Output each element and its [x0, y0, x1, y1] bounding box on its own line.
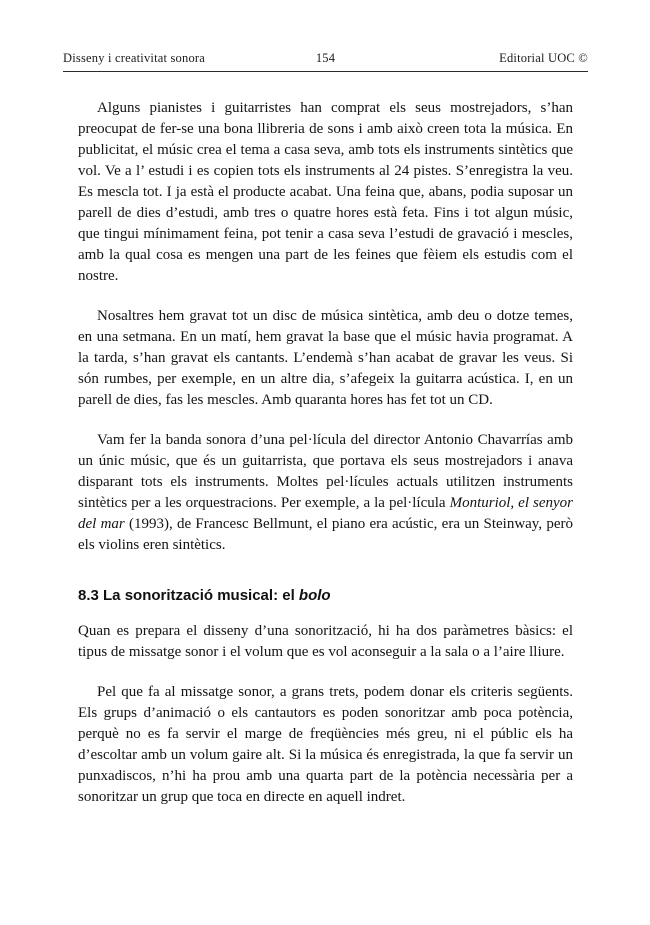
page-header: [63, 51, 588, 66]
running-title: Disseny i creativitat sonora: [63, 51, 206, 65]
paragraph-1: Alguns pianistes i guitarristes han comprat els seus mostrejadors, s’han preocupat de fer-se una bona llibreria de sons i amb això creen tota la música. En publicitat, el músic crea el tema a casa seva, amb tots els instruments sintètics que vol. Ve a l’ estudi i es copien tots els instruments al 24 pistes. S’enregistra la veu. Es mescla tot. I ja està el producte acabat. Una feina que, abans, podia suposar un parell de dies d’estudi, amb tres o quatre hores està feta. Fins i tot algun músic, que tingui mínimament feina, pot tenir a casa seva l’estudi de gravació i mescles, amb la qual cosa es mengen una part de les feines que fèiem els estudis com el nostre.: [78, 100, 573, 284]
page-body: [78, 98, 573, 827]
header-rule: [63, 71, 588, 72]
section-heading: [78, 586, 573, 606]
section-heading-text: 8.3 La sonorització musical: el: [78, 587, 299, 604]
paragraph-3-text-after: (1993), de Francesc Bellmunt, el piano era acústic, era un Steinway, però els violins eren sintètics.: [78, 516, 573, 553]
paragraph-5: Pel que fa al missatge sonor, a grans trets, podem donar els criteris següents. Els grups d’animació o els cantautors es poden sonoritzar amb poca potència, perquè no es fa servir el marge de freqüències més greu, ni el públic els ha d’escoltar amb un volum gaire alt. Si la música és enregistrada, la que fa servir un punxadiscos, n’hi ha prou amb una quarta part de la potència necessària per a sonoritzar un grup que toca en directe en aquell indret.: [78, 684, 573, 805]
section-heading-term: bolo: [298, 587, 331, 604]
paragraph-2: Nosaltres hem gravat tot un disc de música sintètica, amb deu o dotze temes, en una setmana. En un matí, hem gravat la base que el músic havia programat. A la tarda, s’han gravat els cantants. L’endemà s’han acabat de gravar les veus. Si són rumbes, per exemple, en un altre dia, s’afegeix la guitarra acústica. I, en un parell de dies, fas les mescles. Amb quaranta hores has fet tot un CD.: [78, 308, 573, 408]
paragraph-3: [78, 430, 573, 556]
film-title: Monturiol, el senyor del mar: [78, 495, 574, 532]
paragraph-3-text: Vam fer la banda sonora d’una pel·lícula del director Antonio Chavarrías amb un únic músic, que és un guitarrista, que portava els seus mostrejadors i anava disparant tots els instruments. Moltes pel·lícules actuals utilitzen instruments sintètics per a les orquestracions. Per exemple, a la pel·lícula: [78, 432, 573, 511]
paragraph-4: Quan es prepara el disseny d’una sonorització, hi ha dos paràmetres bàsics: el tipus de missatge sonor i el volum que es vol aconseguir a la sala o a l’aire lliure.: [78, 623, 573, 660]
publisher-credit: Editorial UOC ©: [499, 51, 588, 65]
page-number: 154: [315, 51, 336, 65]
